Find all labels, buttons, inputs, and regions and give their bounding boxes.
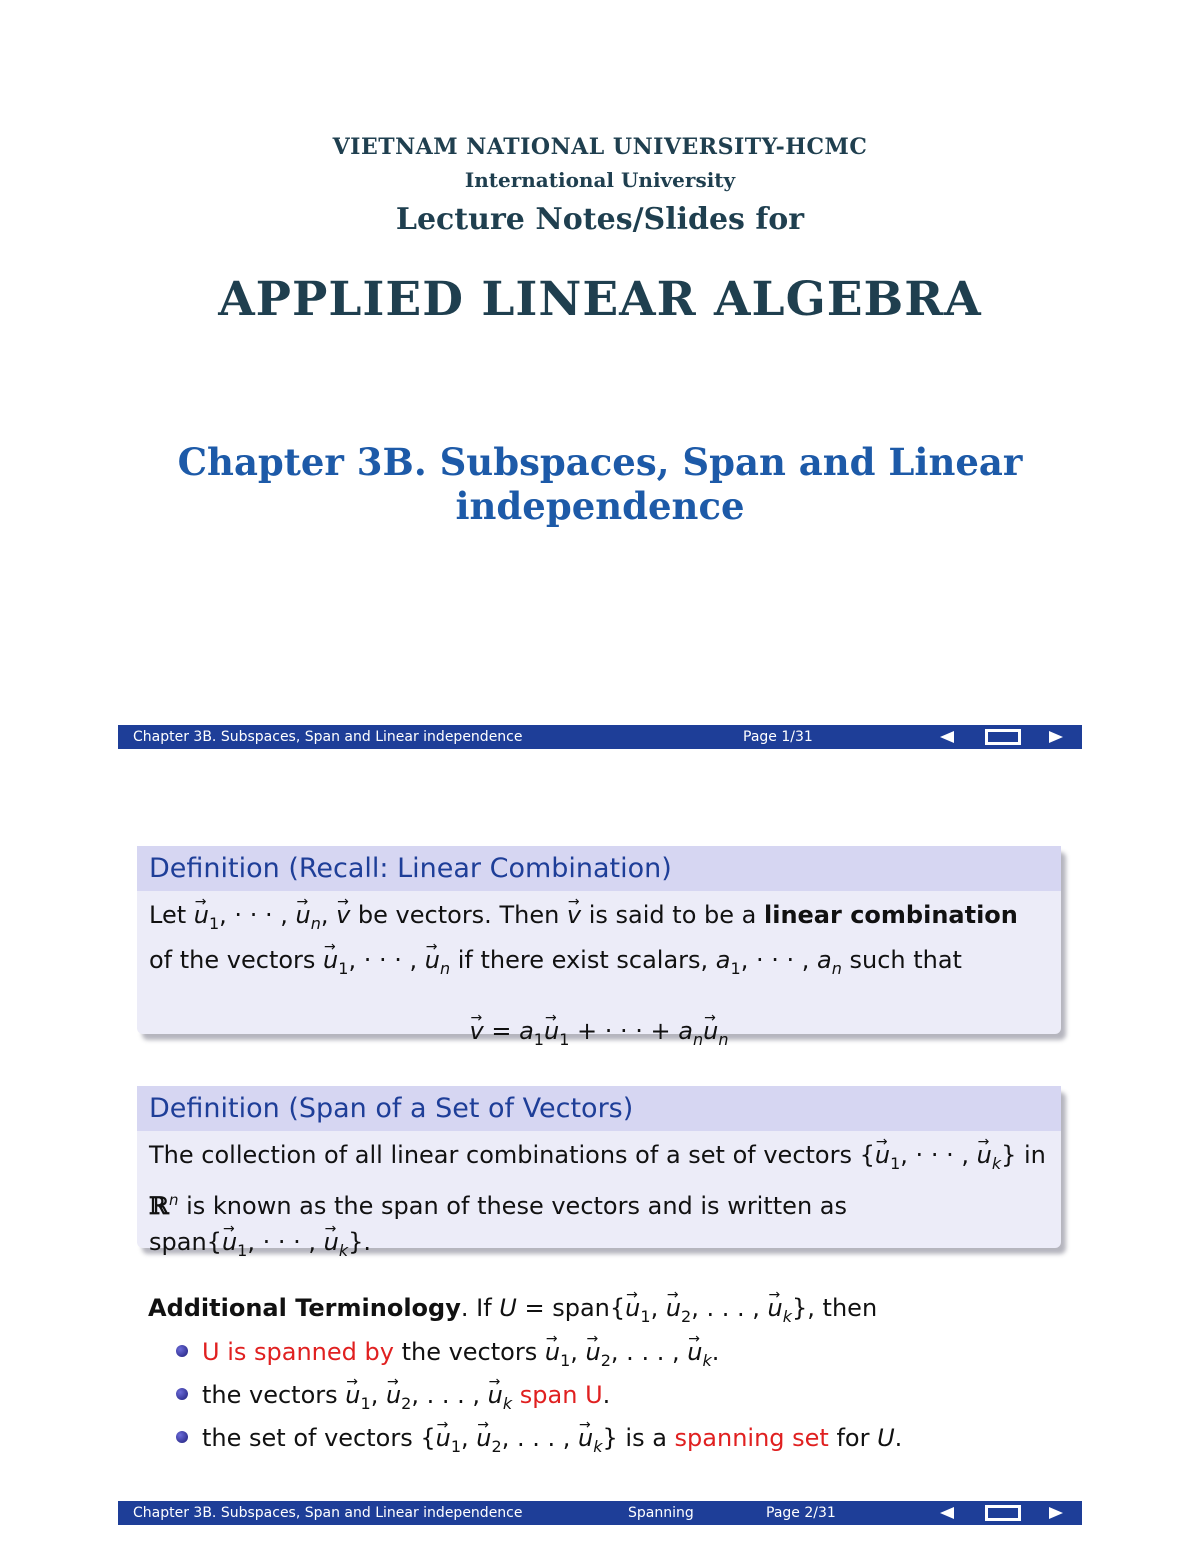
triangle-left-icon (940, 731, 954, 743)
definition-span (137, 1086, 1061, 1260)
nav-prev-button[interactable] (940, 725, 954, 749)
definition-line: of the vectors → $u_1$, · · · , → $u_n$ if there exist scalars, $a_1$, · · · , $a_n$ such that (149, 942, 1049, 987)
definition-line: Let → $u_1$, · · · , → $u_n$, → v be vectors. Then → v is said to be a linear combination (149, 897, 1049, 942)
slide-footer-2 (118, 1501, 1082, 1525)
triangle-left-icon (940, 1507, 954, 1519)
institution-name: International University (464, 168, 736, 192)
frame-icon (985, 1505, 1021, 1521)
definition-heading: Definition (Recall: Linear Combination) (137, 846, 1061, 891)
definition-heading: Definition (Span of a Set of Vectors) (137, 1086, 1061, 1131)
nav-next-button[interactable] (1049, 725, 1063, 749)
slide-footer-1 (118, 725, 1082, 749)
bullet-item: the set of vectors {→ $u_1$, → $u_2$, . . . , → $u_k$} is a spanning set for U. (176, 1420, 902, 1465)
footer-section: Spanning (628, 1505, 694, 1521)
bullet-icon (176, 1388, 188, 1400)
footer-title: Chapter 3B. Subspaces, Span and Linear independence (133, 729, 523, 745)
bullet-item: U is spanned by the vectors → $u_1$, → $u_2$, . . . , → $u_k$. (176, 1334, 719, 1379)
triangle-right-icon (1049, 731, 1063, 743)
definition-linear-combination (137, 846, 1061, 1049)
university-name: VIETNAM NATIONAL UNIVERSITY-HCMC (332, 134, 868, 160)
chapter-title (0, 440, 1200, 528)
bold-term: linear combination (763, 901, 1018, 929)
additional-terminology: Additional Terminology. If U = span{→ $u_1$, → $u_2$, . . . , → $u_k$}, then (148, 1290, 877, 1335)
nav-frame-button[interactable] (985, 1501, 1021, 1525)
chapter-title-line1: Chapter 3B. Subspaces, Span and Linear (177, 440, 1023, 484)
nav-next-button[interactable] (1049, 1501, 1063, 1525)
definition-body (137, 1131, 1061, 1279)
footer-title: Chapter 3B. Subspaces, Span and Linear independence (133, 1505, 523, 1521)
bullet-icon (176, 1345, 188, 1357)
footer-page-number: Page 2/31 (766, 1505, 836, 1521)
nav-prev-button[interactable] (940, 1501, 954, 1525)
course-title: APPLIED LINEAR ALGEBRA (218, 272, 982, 327)
linear-combination-formula: → $v = a_1\to u_1$ + · · · + $a_n\to u_n$ (149, 1013, 1049, 1058)
bullet-item: the vectors → $u_1$, → $u_2$, . . . , → $u_k$ span U. (176, 1377, 610, 1422)
frame-icon (985, 729, 1021, 745)
chapter-title-line2: independence (455, 484, 745, 528)
lecture-heading: Lecture Notes/Slides for (395, 202, 805, 237)
nav-frame-button[interactable] (985, 725, 1021, 749)
definition-line: The collection of all linear combinations of a set of vectors {→ $u_1$, · · · , → $u_k$} in (149, 1137, 1049, 1182)
footer-page-number: Page 1/31 (743, 729, 813, 745)
definition-line: ℝ$^n$ is known as the span of these vectors and is written as (149, 1190, 847, 1220)
triangle-right-icon (1049, 1507, 1063, 1519)
bullet-icon (176, 1431, 188, 1443)
definition-line: span{→ $u_1$, · · · , → $u_k$}. (149, 1224, 1049, 1269)
definition-body (137, 891, 1061, 1067)
